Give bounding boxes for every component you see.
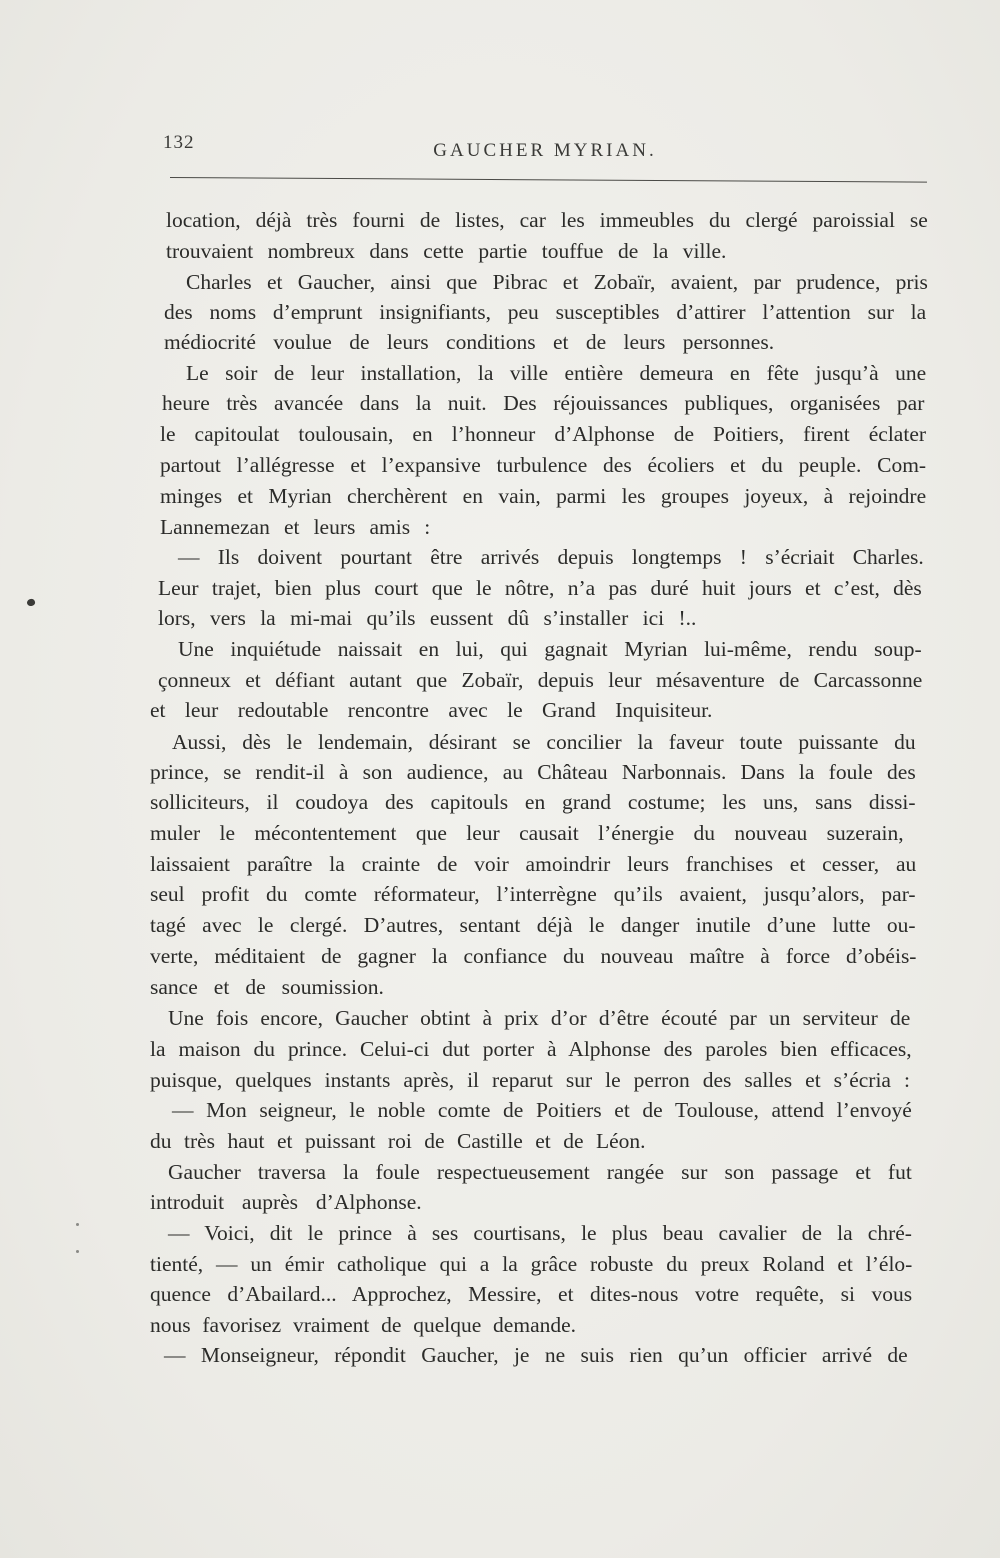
text-line: Gaucher traversa la foule respectueusement rangée sur son passage et fut xyxy=(168,1160,912,1184)
ink-spot-mark xyxy=(26,598,36,607)
text-line: médiocrité voulue de leurs conditions et de leurs personnes. xyxy=(164,330,775,354)
text-line: solliciteurs, il coudoya des capitouls en grand costume; les uns, sans dissi- xyxy=(150,790,916,814)
text-line: location, déjà très fourni de listes, car les immeubles du clergé paroissial se xyxy=(166,208,928,232)
text-line: minges et Myrian cherchèrent en vain, parmi les groupes joyeux, à rejoindre xyxy=(160,484,927,508)
text-line: — Ils doivent pourtant être arrivés depuis longtemps ! s’écriait Charles. xyxy=(178,545,924,569)
text-line: et leur redoutable rencontre avec le Grand Inquisiteur. xyxy=(150,698,713,722)
text-line: du très haut et puissant roi de Castille et de Léon. xyxy=(150,1129,646,1153)
text-line: Une fois encore, Gaucher obtint à prix d’or d’être écouté par un serviteur de xyxy=(168,1006,911,1030)
text-line: çonneux et défiant autant que Zobaïr, depuis leur mésaventure de Carcassonne xyxy=(158,668,923,692)
text-line: des noms d’emprunt insignifiants, peu susceptibles d’attirer l’attention sur la xyxy=(164,300,927,324)
text-line: quence d’Abailard... Approchez, Messire, et dites-nous votre requête, si vous xyxy=(150,1282,913,1306)
text-line: Lannemezan et leurs amis : xyxy=(160,515,431,539)
text-line: Leur trajet, bien plus court que le nôtre, n’a pas duré huit jours et c’est, dès xyxy=(158,576,922,600)
text-line: — Mon seigneur, le noble comte de Poitiers et de Toulouse, attend l’envoyé xyxy=(172,1098,912,1122)
margin-dot xyxy=(76,1250,79,1253)
text-line: — Voici, dit le prince à ses courtisans, le plus beau cavalier de la chré- xyxy=(168,1221,912,1245)
text-line: seul profit du comte réformateur, l’interrègne qu’ils avaient, jusqu’alors, par- xyxy=(150,882,916,906)
text-line: prince, se rendit-il à son audience, au Château Narbonnais. Dans la foule des xyxy=(150,760,916,784)
text-line: la maison du prince. Celui-ci dut porter à Alphonse des paroles bien efficaces, xyxy=(150,1037,912,1061)
text-line: nous favorisez vraiment de quelque demande. xyxy=(150,1313,577,1337)
header-rule xyxy=(170,177,927,183)
text-line: Le soir de leur installation, la ville entière demeura en fête jusqu’à une xyxy=(186,361,927,385)
text-line: Aussi, dès le lendemain, désirant se concilier la faveur toute puissante du xyxy=(172,730,916,754)
text-line: verte, méditaient de gagner la confiance du nouveau maître à force d’obéis- xyxy=(150,944,917,968)
text-line: Charles et Gaucher, ainsi que Pibrac et Zobaïr, avaient, par prudence, pris xyxy=(186,270,928,294)
text-line: tienté, — un émir catholique qui a la grâce robuste du preux Roland et l’élo- xyxy=(150,1252,913,1276)
text-line: heure très avancée dans la nuit. Des réjouissances publiques, organisées par xyxy=(162,391,925,415)
text-line: — Monseigneur, répondit Gaucher, je ne suis rien qu’un officier arrivé de xyxy=(164,1343,908,1367)
page-number: 132 xyxy=(163,132,195,153)
text-line: puisque, quelques instants après, il reparut sur le perron des salles et s’écria : xyxy=(150,1068,910,1092)
text-line: introduit auprès d’Alphonse. xyxy=(150,1190,422,1214)
text-line: laissaient paraître la crainte de voir amoindrir leurs franchises et cesser, au xyxy=(150,852,917,876)
text-line: Une inquiétude naissait en lui, qui gagnait Myrian lui-même, rendu soup- xyxy=(178,637,922,661)
text-line: trouvaient nombreux dans cette partie touffue de la ville. xyxy=(166,239,727,263)
text-line: partout l’allégresse et l’expansive turbulence des écoliers et du peuple. Com- xyxy=(160,453,927,477)
running-title: GAUCHER MYRIAN. xyxy=(433,140,657,161)
margin-dot xyxy=(76,1223,79,1226)
text-line: sance et de soumission. xyxy=(150,975,384,999)
text-line: tagé avec le clergé. D’autres, sentant déjà le danger inutile d’une lutte ou- xyxy=(150,913,916,937)
text-line: le capitoulat toulousain, en l’honneur d’Alphonse de Poitiers, firent éclater xyxy=(160,422,927,446)
text-line: muler le mécontentement que leur causait l’énergie du nouveau suzerain, xyxy=(150,821,904,845)
text-line: lors, vers la mi-mai qu’ils eussent dû s’installer ici !.. xyxy=(158,606,697,630)
